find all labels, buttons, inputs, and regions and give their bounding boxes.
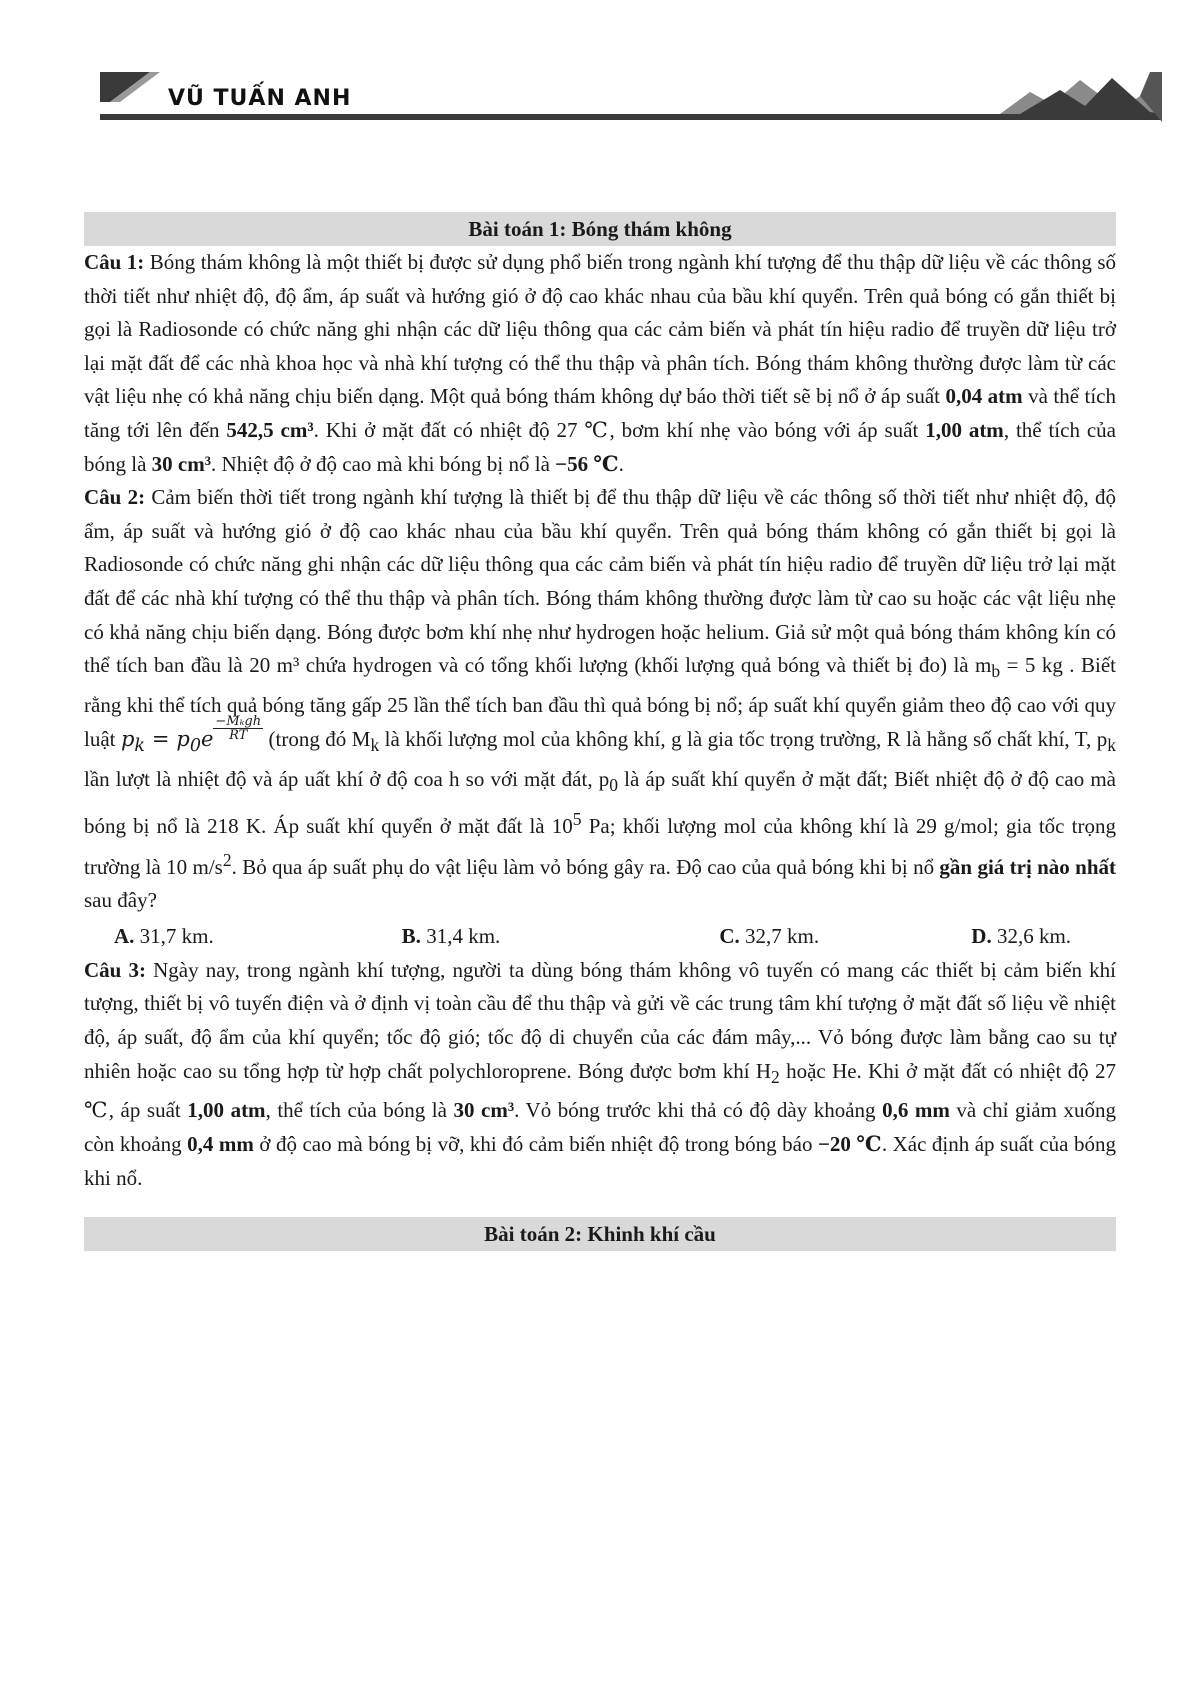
formula-fraction <box>213 715 263 742</box>
question-1-text: , thể tích của bóng là <box>84 417 1116 476</box>
sensor-temperature: −20 ℃ <box>817 1132 882 1156</box>
question-2-text: là áp suất khí quyển ở mặt đất; Biết nhiệt độ ở độ cao mà bóng bị nổ là 218 K. Áp suất khí quyển ở mặt đất là 10 <box>84 767 1116 839</box>
option-value: 31,4 km. <box>420 923 501 948</box>
ground-pressure: 1,00 atm <box>925 417 1004 442</box>
question-2-text: lần lượt là nhiệt độ và áp uất khí ở độ coa h so với mặt đát, p <box>84 767 610 792</box>
question-2-text: = 5 kg . Biết rằng khi thể tích quả bóng tăng gấp 25 lần thể tích ban đầu thì quả bóng bị nổ; áp suất khí quyển giảm theo độ cao với quy luật <box>84 653 1116 751</box>
question-1-text: và thể tích tăng tới lên đến <box>84 384 1116 442</box>
subscript: 0 <box>609 775 618 796</box>
formula-exponential: e <box>200 726 214 751</box>
pressure-formula <box>120 713 263 756</box>
option-value: 31,7 km. <box>134 923 214 948</box>
answer-option-b[interactable] <box>372 918 660 954</box>
question-3-text: , thể tích của bóng là <box>265 1098 454 1123</box>
answer-option-c[interactable] <box>659 918 947 954</box>
burst-volume: 542,5 cm³ <box>226 417 314 442</box>
superscript: 5 <box>572 809 582 830</box>
answer-option-d[interactable] <box>947 918 1116 954</box>
question-2-text: Cảm biến thời tiết trong ngành khí tượng là thiết bị để thu thập dữ liệu về các thông số thời tiết như nhiệt độ, độ ẩm, áp suất và hướng gió ở độ cao khác nhau của bầu khí quyển. Trên quả bóng thám không có gắn thiết bị gọi là Radiosonde có chức năng ghi nhận các dữ liệu thông qua các cảm biến và phát tín hiệu radio để truyền dữ liệu trở lại mặt đất để các nhà khí tượng có thể thu thập và phân tích. Bóng thám không thường được làm từ cao su hoặc các vật liệu nhẹ có khả năng chịu biến dạng. Bóng được bơm khí nhẹ như hydrogen hoặc helium. Giả sử một quả bóng thám không kín có thể tích ban đầu là 20 m³ chứa hydrogen và có tổng khối lượng (khối lượng quả bóng và thiết bị đo) là m <box>84 485 1116 678</box>
option-key: D. <box>971 923 992 948</box>
ground-volume: 30 cm³ <box>453 1098 515 1123</box>
author-name: VŨ TUẤN ANH <box>168 86 352 111</box>
section-title-1: Bài toán 1: Bóng thám không <box>84 212 1116 246</box>
question-3-text: ở độ cao mà bóng bị vỡ, khi đó cảm biến nhiệt độ trong bóng báo <box>253 1132 818 1156</box>
question-3-text: và chỉ giảm xuống còn khoảng <box>84 1098 1116 1156</box>
formula-denominator: RT <box>229 727 248 743</box>
ground-volume: 30 cm³ <box>151 451 212 476</box>
question-1-label: Câu 1: <box>84 250 145 274</box>
question-1 <box>84 246 1116 481</box>
question-2-text: sau đây? <box>84 888 157 913</box>
question-1-text: . <box>618 451 624 476</box>
option-key: B. <box>401 923 421 948</box>
formula-subscript: k <box>134 735 146 756</box>
question-2-label: Câu 2: <box>84 485 146 510</box>
final-thickness: 0,4 mm <box>187 1132 254 1156</box>
question-3-text: hoặc He. Khi ở mặt đất có nhiệt độ 27 ℃, áp suất <box>84 1058 1116 1123</box>
option-value: 32,7 km. <box>739 923 820 948</box>
subscript: 2 <box>771 1066 780 1087</box>
formula-symbol: p <box>176 726 190 751</box>
page-header <box>0 0 1200 140</box>
question-2-text: (trong đó M <box>263 726 371 751</box>
superscript: 2 <box>222 849 232 870</box>
burst-temperature: −56 ℃ <box>555 451 619 476</box>
question-1-text: . Nhiệt độ ở độ cao mà khi bóng bị nổ là <box>211 451 556 476</box>
document-body <box>84 212 1116 1251</box>
question-2-text: là khối lượng mol của không khí, g là gia tốc trọng trường, R là hằng số chất khí, T, p <box>379 726 1108 751</box>
burst-pressure: 0,04 atm <box>945 384 1023 409</box>
question-3-text: . Vỏ bóng trước khi thả có độ dày khoảng <box>514 1098 883 1123</box>
formula-exponent <box>213 711 263 745</box>
ground-pressure: 1,00 atm <box>187 1098 266 1123</box>
question-2 <box>84 481 1116 918</box>
formula-subscript: 0 <box>189 735 201 756</box>
question-2-text: . Bỏ qua áp suất phụ do vật liệu làm vỏ bóng gây ra. Độ cao của quả bóng khi bị nổ <box>231 854 940 879</box>
section-title-2: Bài toán 2: Khinh khí cầu <box>84 1217 1116 1251</box>
question-3-text: . Xác định áp suất của bóng khi nổ. <box>84 1132 1116 1190</box>
question-3-label: Câu 3: <box>84 957 146 982</box>
subscript: b <box>991 661 1001 682</box>
question-1-text: . Khi ở mặt đất có nhiệt độ 27 ℃, bơm khí nhẹ vào bóng với áp suất <box>313 417 926 442</box>
formula-symbol: p <box>120 726 135 751</box>
formula-equals: = <box>145 726 177 751</box>
header-rule <box>100 114 1162 120</box>
question-3 <box>84 954 1116 1195</box>
emphasis: gần giá trị nào nhất <box>939 854 1117 879</box>
question-3-text: Ngày nay, trong ngành khí tượng, người ta dùng bóng thám không vô tuyến có mang các thiết bị cảm biến khí tượng, thiết bị vô tuyến điện và ở định vị toàn cầu để thu thập và gửi về các trung tâm khí tượng ở mặt đất số liệu về nhiệt độ, áp suất, độ ẩm của khí quyển; tốc độ gió; tốc độ di chuyển của các đám mây,... Vỏ bóng được làm bằng cao su tự nhiên hoặc cao su tổng hợp từ hợp chất polychloroprene. Bóng được bơm khí H <box>84 957 1117 1083</box>
answer-option-a[interactable] <box>84 918 372 954</box>
subscript: k <box>370 734 380 755</box>
question-2-text: Pa; khối lượng mol của không khí là 29 g/mol; gia tốc trọng trường là 10 m/s <box>84 814 1116 879</box>
answer-options <box>84 918 1116 954</box>
header-decoration <box>0 0 1200 140</box>
question-1-text: Bóng thám không là một thiết bị được sử dụng phổ biến trong ngành khí tượng để thu thập dữ liệu về các thông số thời tiết như nhiệt độ, độ ẩm, áp suất và hướng gió ở độ cao khác nhau của bầu khí quyển. Trên quả bóng có gắn thiết bị gọi là Radiosonde có chức năng ghi nhận các dữ liệu thông qua các cảm biến và phát tín hiệu radio để truyền dữ liệu trở lại mặt đất để các nhà khoa học và nhà khí tượng có thể thu thập và phân tích. Bóng thám không thường được làm từ các vật liệu nhẹ có khả năng chịu biến dạng. Một quả bóng thám không dự báo thời tiết sẽ bị nổ ở áp suất <box>84 250 1116 409</box>
option-value: 32,6 km. <box>991 923 1072 948</box>
option-key: A. <box>114 923 135 948</box>
subscript: k <box>1107 734 1116 755</box>
formula-numerator: −Mₖgh <box>215 713 262 729</box>
initial-thickness: 0,6 mm <box>882 1098 950 1123</box>
option-key: C. <box>719 923 740 948</box>
